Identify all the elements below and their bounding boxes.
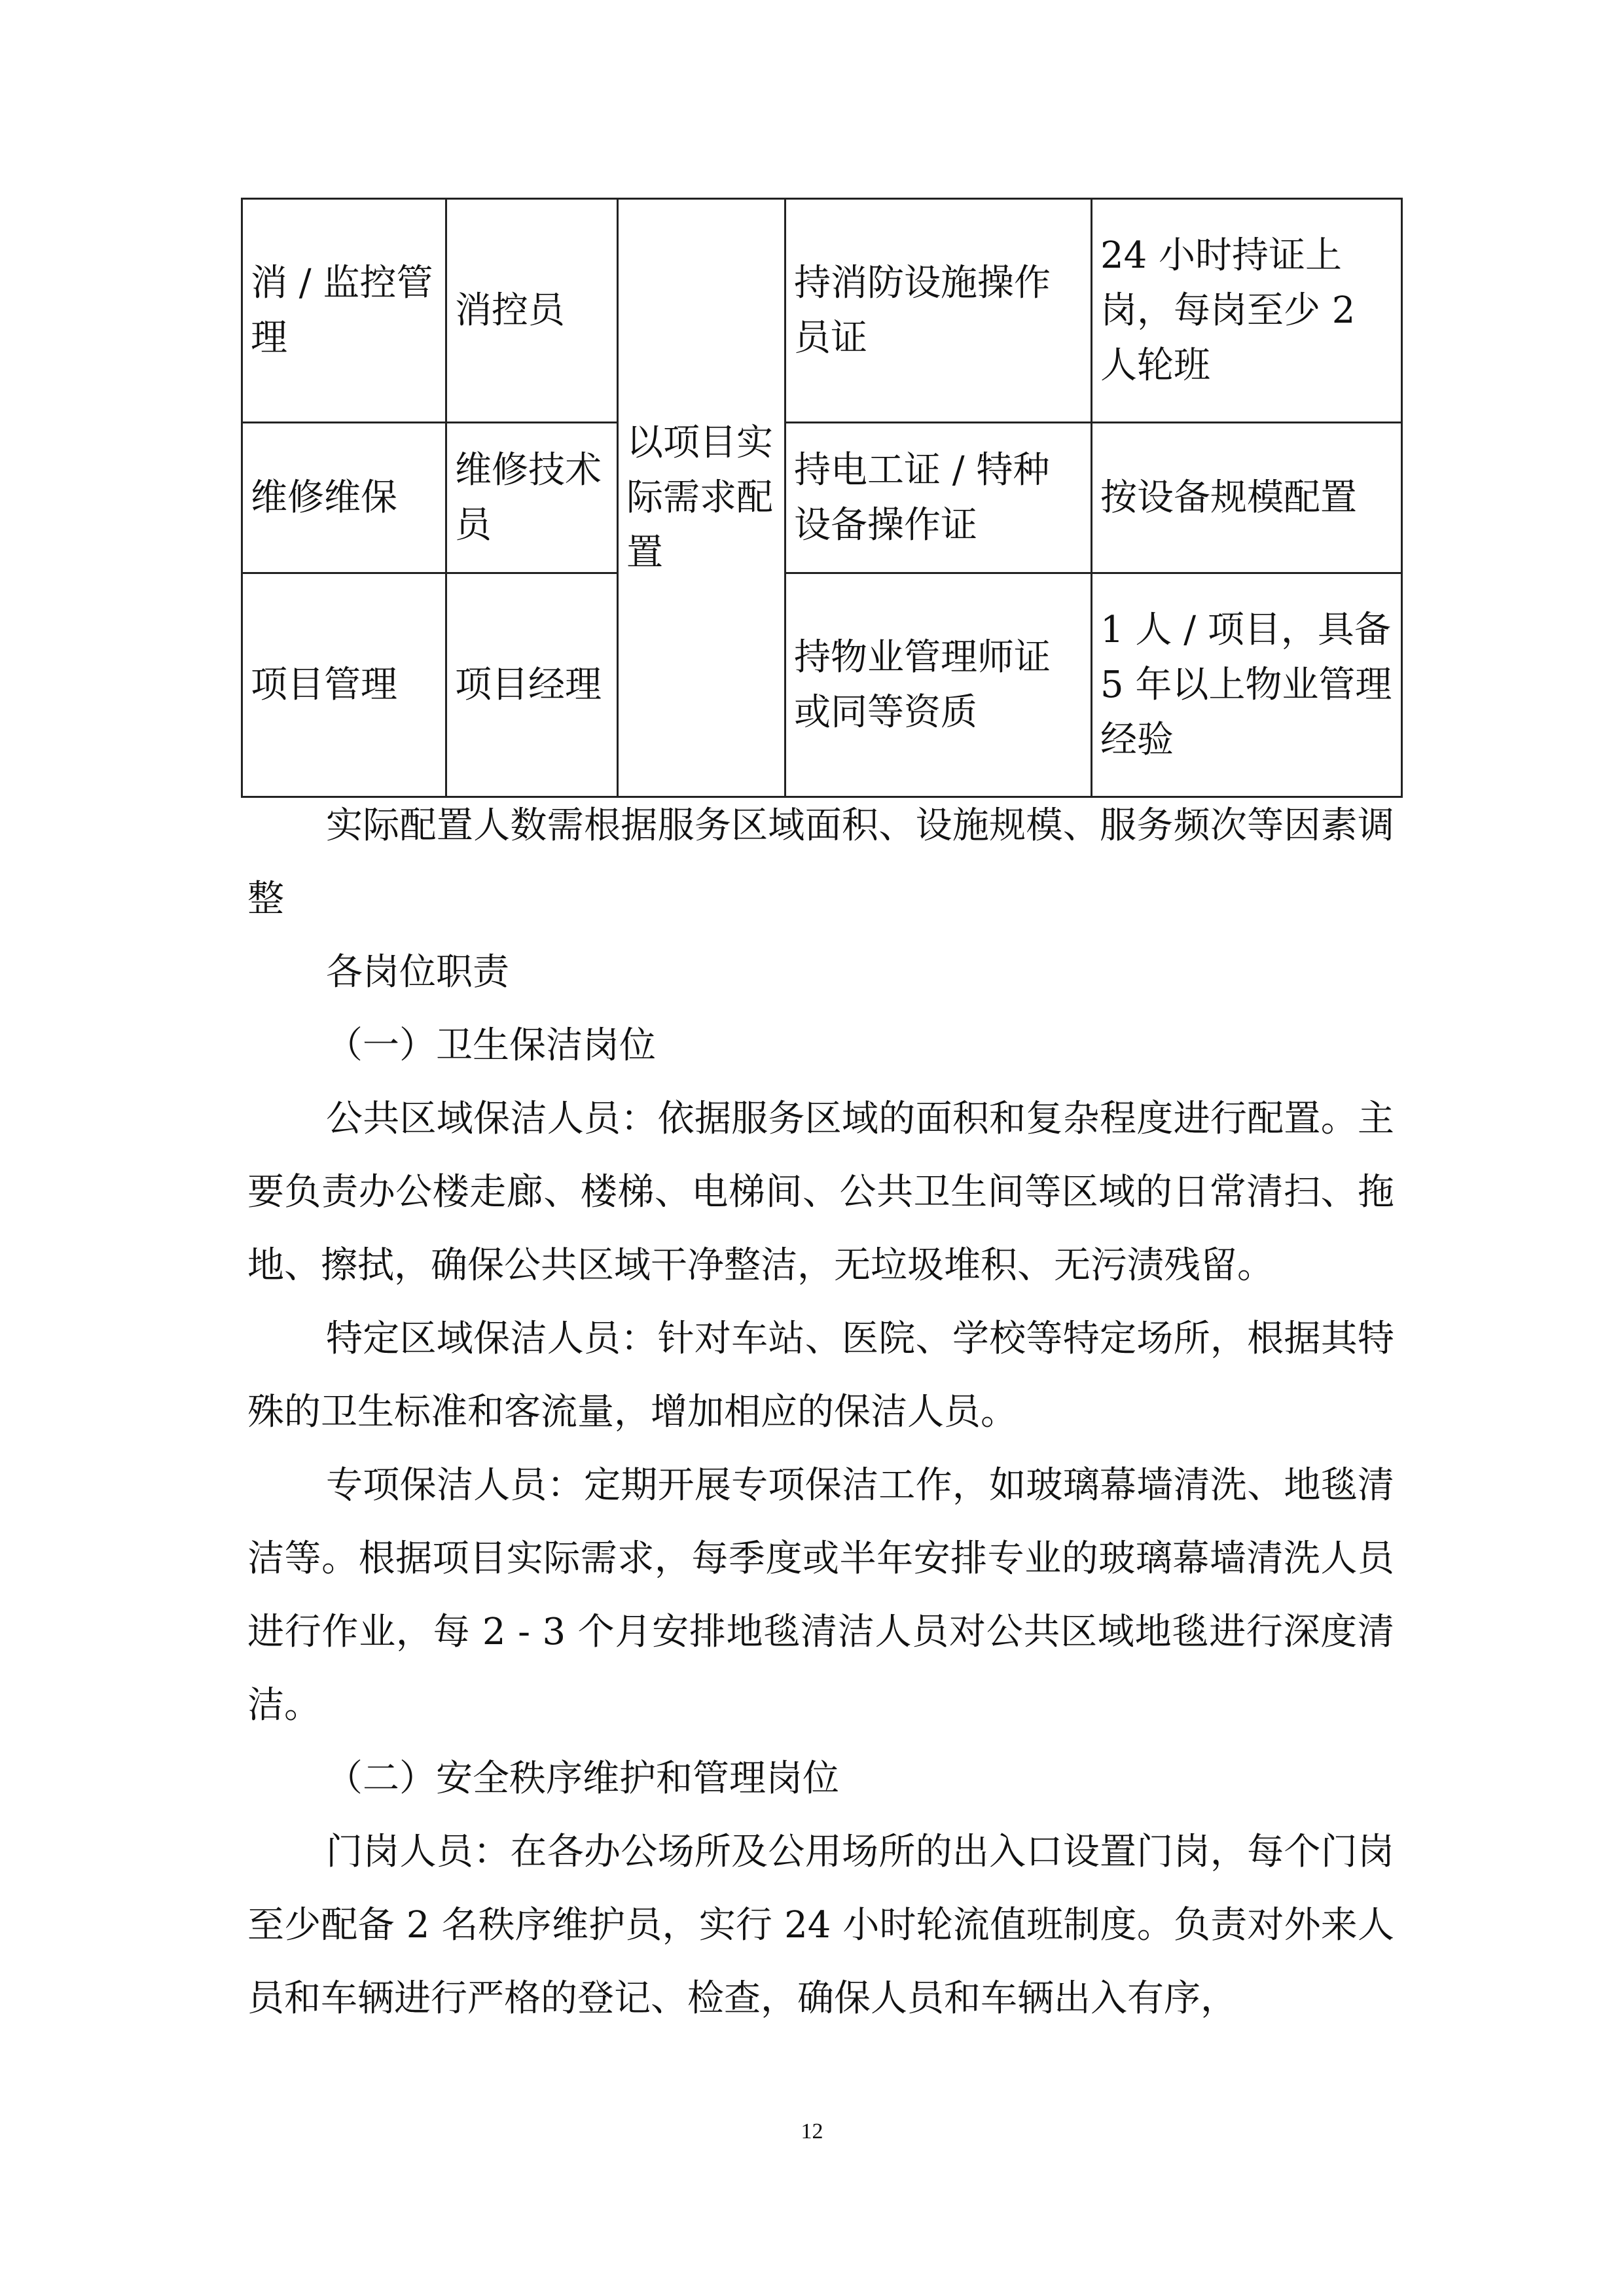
section-heading-cleaning: （一）卫生保洁岗位: [326, 1024, 656, 1067]
paragraph-specific-cleaning: 特定区域保洁人员：针对车站、医院、学校等特定场所，根据其特殊的卫生标准和客流量，增加相应的保洁人员。: [247, 1318, 1394, 1433]
staffing-table: [241, 198, 1403, 798]
table-cell-qualification: 持消防设施操作员证: [785, 199, 1092, 423]
staffing-note: 实际配置人数需根据服务区域面积、设施规模、服务频次等因素调整: [247, 804, 1394, 920]
table-cell-position: 项目经理: [446, 573, 618, 797]
paragraph-special-cleaning: 专项保洁人员：定期开展专项保洁工作，如玻璃幕墙清洗、地毯清洁等。根据项目实际需求，每季度或半年安排专业的玻璃幕墙清洗人员进行作业，每 2 - 3 个月安排地毯清洁人员对公共区域地毯进行深度清洁。: [247, 1464, 1394, 1727]
table-cell-position: 消控员: [446, 199, 618, 423]
table-cell-position: 维修技术员: [446, 423, 618, 573]
table-cell-area: 消 / 监控管理: [242, 199, 446, 423]
section-heading-security: （二）安全秩序维护和管理岗位: [326, 1757, 839, 1800]
table-cell-staffing: 按设备规模配置: [1092, 423, 1402, 573]
table-cell-area: 维修维保: [242, 423, 446, 573]
paragraph-gate-staff: 门岗人员：在各办公场所及公用场所的出入口设置门岗，每个门岗至少配备 2 名秩序维护员，实行 24 小时轮流值班制度。负责对外来人员和车辆进行严格的登记、检查，确保人员和车辆出入有序，: [247, 1831, 1394, 2020]
table-cell-qualification: 持物业管理师证或同等资质: [785, 573, 1092, 797]
table-cell-merged-config: 以项目实际需求配置: [618, 199, 785, 797]
body-text: [247, 789, 1394, 2036]
table-row: [242, 573, 1402, 797]
table-row: [242, 423, 1402, 573]
table-cell-area: 项目管理: [242, 573, 446, 797]
page-number: 12: [801, 2119, 823, 2144]
table-cell-qualification: 持电工证 / 特种设备操作证: [785, 423, 1092, 573]
table-cell-staffing: 1 人 / 项目，具备 5 年以上物业管理经验: [1092, 573, 1402, 797]
table-row: [242, 199, 1402, 423]
paragraph-public-cleaning: 公共区域保洁人员：依据服务区域的面积和复杂程度进行配置。主要负责办公楼走廊、楼梯、电梯间、公共卫生间等区域的日常清扫、拖地、擦拭，确保公共区域干净整洁，无垃圾堆积、无污渍残留。: [247, 1098, 1394, 1287]
duties-heading: 各岗位职责: [326, 951, 509, 994]
table-cell-staffing: 24 小时持证上岗，每岗至少 2 人轮班: [1092, 199, 1402, 423]
